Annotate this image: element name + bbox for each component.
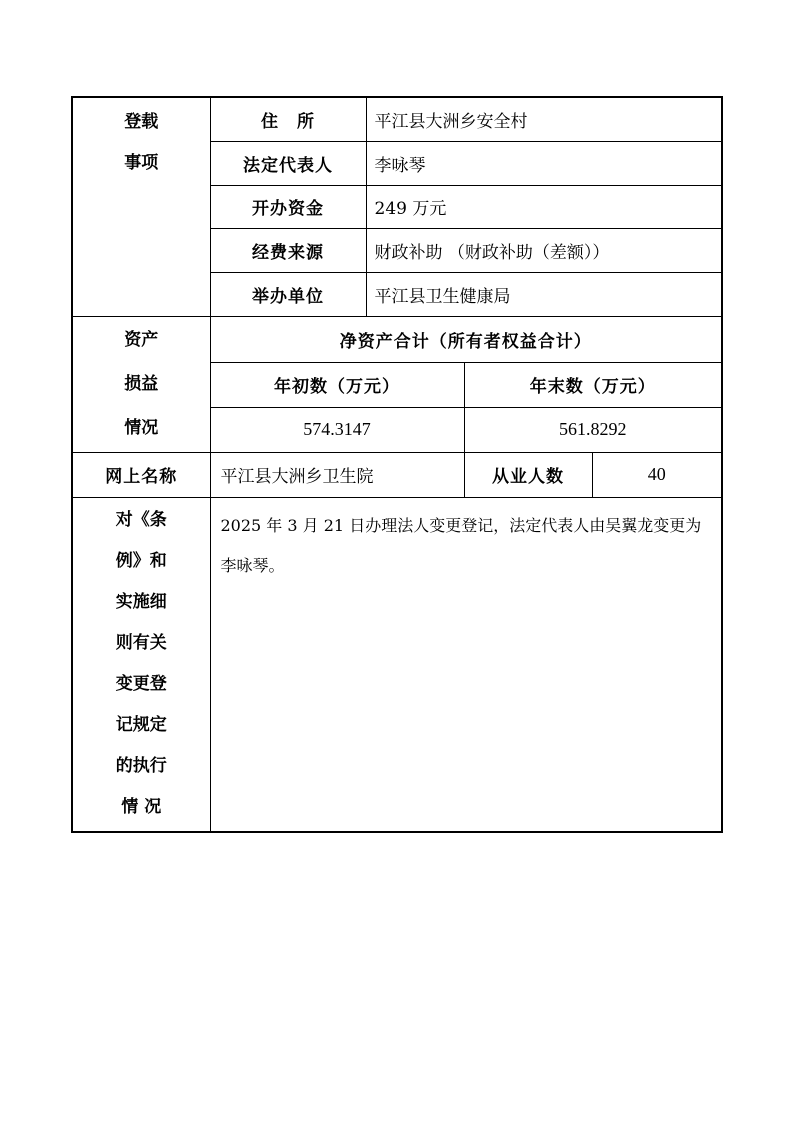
compliance-label-line-2: 例》和 <box>115 550 167 571</box>
address-label: 住 所 <box>210 97 366 141</box>
assets-label-line-2: 损益 <box>124 374 159 394</box>
compliance-label-line-5: 变更登 <box>115 673 167 694</box>
registration-label-line-2: 事项 <box>124 153 159 173</box>
legal-rep-label: 法定代表人 <box>210 141 366 185</box>
funding-value: 财政补助 （财政补助（差额）） <box>366 228 722 272</box>
compliance-label-line-4: 则有关 <box>115 632 167 653</box>
registration-report-table <box>71 96 723 833</box>
address-value: 平江县大洲乡安全村 <box>366 97 722 141</box>
begin-of-year-header: 年初数（万元） <box>210 362 464 407</box>
staff-count-value: 40 <box>592 452 722 497</box>
compliance-label <box>72 497 210 832</box>
online-name-label: 网上名称 <box>72 452 210 497</box>
funding-label: 经费来源 <box>210 228 366 272</box>
staff-count-label: 从业人数 <box>464 452 592 497</box>
compliance-text: 2025 年 3 月 21 日办理法人变更登记，法定代表人由吴翼龙变更为李咏琴。 <box>210 497 722 832</box>
end-of-year-value: 561.8292 <box>464 407 722 452</box>
end-of-year-header: 年末数（万元） <box>464 362 722 407</box>
sponsor-label: 举办单位 <box>210 272 366 316</box>
registration-section-label <box>72 97 210 316</box>
online-name-value: 平江县大洲乡卫生院 <box>210 452 464 497</box>
compliance-label-line-6: 记规定 <box>115 714 167 735</box>
assets-label-line-3: 情况 <box>124 418 159 438</box>
sponsor-value: 平江县卫生健康局 <box>366 272 722 316</box>
compliance-label-line-1: 对《条 <box>115 509 167 530</box>
compliance-label-line-3: 实施细 <box>115 591 167 612</box>
registration-label-line-1: 登载 <box>124 112 159 132</box>
net-assets-header: 净资产合计（所有者权益合计） <box>210 316 722 362</box>
capital-value: 249 万元 <box>366 185 722 228</box>
compliance-label-line-7: 的执行 <box>115 755 167 776</box>
begin-of-year-value: 574.3147 <box>210 407 464 452</box>
capital-label: 开办资金 <box>210 185 366 228</box>
assets-section-label <box>72 316 210 452</box>
legal-rep-value: 李咏琴 <box>366 141 722 185</box>
assets-label-line-1: 资产 <box>124 330 159 350</box>
compliance-label-line-8: 情 况 <box>121 796 162 817</box>
